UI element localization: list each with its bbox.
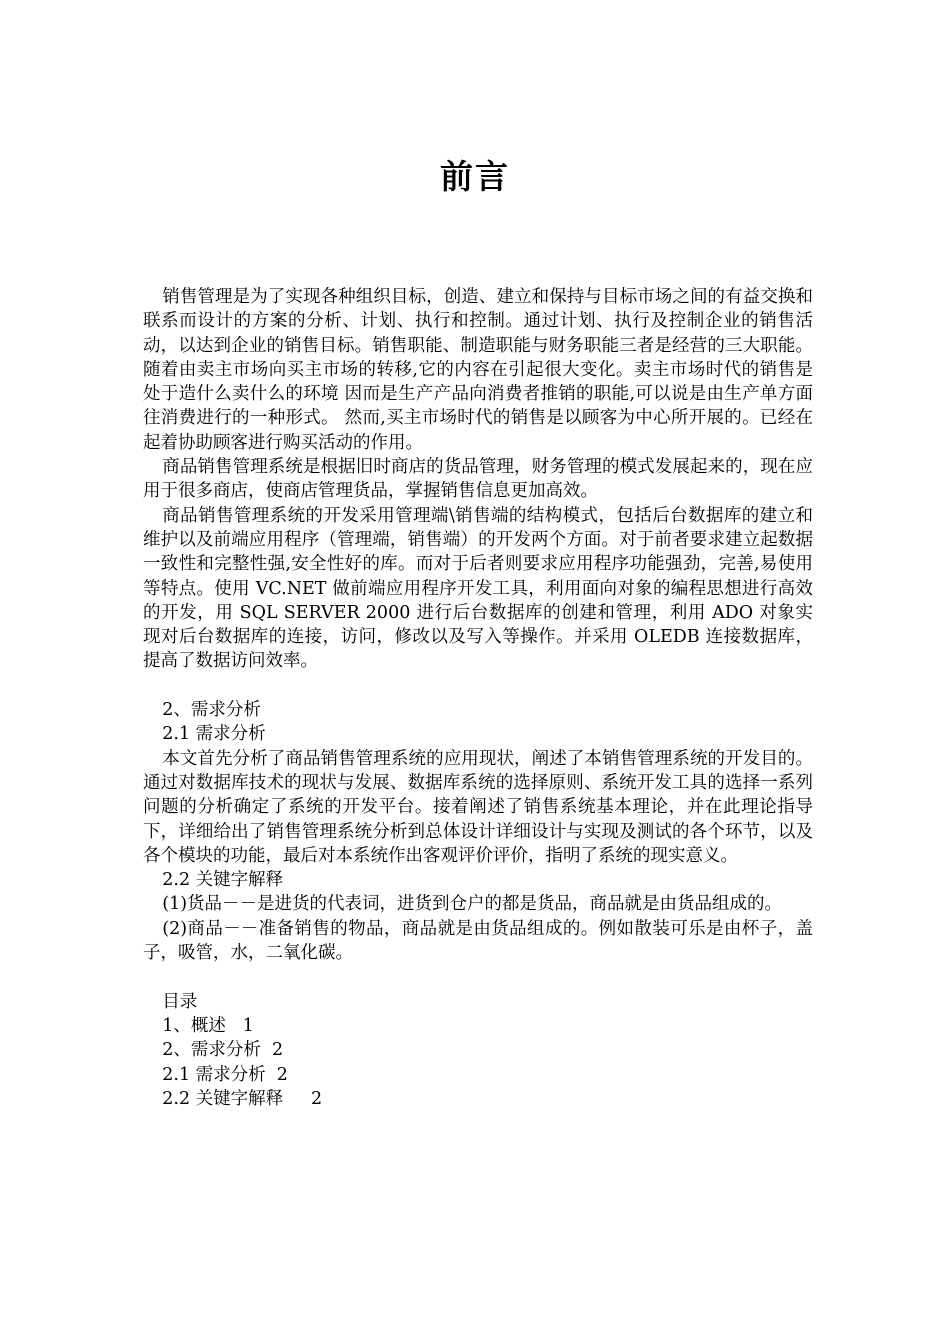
intro-paragraph-2: 商品销售管理系统是根据旧时商店的货品管理，财务管理的模式发展起来的，现在应用于很多商店，使商店管理货品，掌握销售信息更加高效。 (143, 457, 813, 502)
spacer (143, 674, 813, 698)
toc-entry[interactable]: 2.2 关键字解释 2 (162, 1088, 323, 1109)
intro-paragraph-3: 商品销售管理系统的开发采用管理端\销售端的结构模式，包括后台数据库的建立和维护以及前端应用程序（管理端，销售端）的开发两个方面。对于前者要求建立起数据一致性和完整性强,安全性好的库。而对于后者则要求应用程序功能强劲，完善,易使用等特点。使用 VC.NET 做前端应用程序开发工具，利用面向对象的编程思想进行高效的开发，用 SQL SERVER 2000 进行后台数据库的创建和管理，利用 ADO 对象实现对后台数据库的连接，访问，修改以及写入等操作。并采用 OLEDB 连接数据库，提高了数据访问效率。 (143, 505, 813, 672)
definition-commodity: (2)商品－－准备销售的物品，商品就是由货品组成的。例如散装可乐是由杯子，盖子，吸管，水，二氧化碳。 (143, 918, 813, 964)
spacer (143, 965, 813, 989)
definition-goods: (1)货品－－是进货的代表词，进货到仓户的都是货品，商品就是由货品组成的。 (162, 894, 783, 915)
toc-heading: 目录 (162, 991, 198, 1012)
document-body (143, 285, 813, 1111)
toc-entry[interactable]: 2、需求分析 2 (162, 1040, 284, 1061)
requirements-paragraph: 本文首先分析了商品销售管理系统的应用现状，阐述了本销售管理系统的开发目的。通过对数据库技术的现状与发展、数据库系统的选择原则、系统开发工具的选择一系列问题的分析确定了系统的开发平台。接着阐述了销售系统基本理论，并在此理论指导下，详细给出了销售管理系统分析到总体设计详细设计与实现及测试的各个环节，以及各个模块的功能，最后对本系统作出客观评价评价，指明了系统的现实意义。 (143, 748, 813, 866)
toc-entry[interactable]: 2.1 需求分析 2 (162, 1064, 288, 1085)
section-heading: 2、需求分析 (162, 700, 261, 721)
subsection-heading: 2.2 关键字解释 (162, 870, 284, 891)
page-title: 前言 (440, 157, 510, 196)
subsection-heading: 2.1 需求分析 (162, 724, 266, 745)
intro-paragraph-1: 销售管理是为了实现各种组织目标，创造、建立和保持与目标市场之间的有益交换和联系而设计的方案的分析、计划、执行和控制。通过计划、执行及控制企业的销售活动，以达到企业的销售目标。销售职能、制造职能与财务职能三者是经营的三大职能。随着由卖主市场向买主市场的转移,它的内容在引起很大变化。卖主市场时代的销售是处于造什么卖什么的环境 因而是生产产品向消费者推销的职能,可以说是由生产单方面往消费进行的一种形式。 然而,买主市场时代的销售是以顾客为中心所开展的。已经在起着协助顾客进行购买活动的作用。 (143, 287, 813, 453)
toc-entry[interactable]: 1、概述 1 (162, 1015, 254, 1036)
